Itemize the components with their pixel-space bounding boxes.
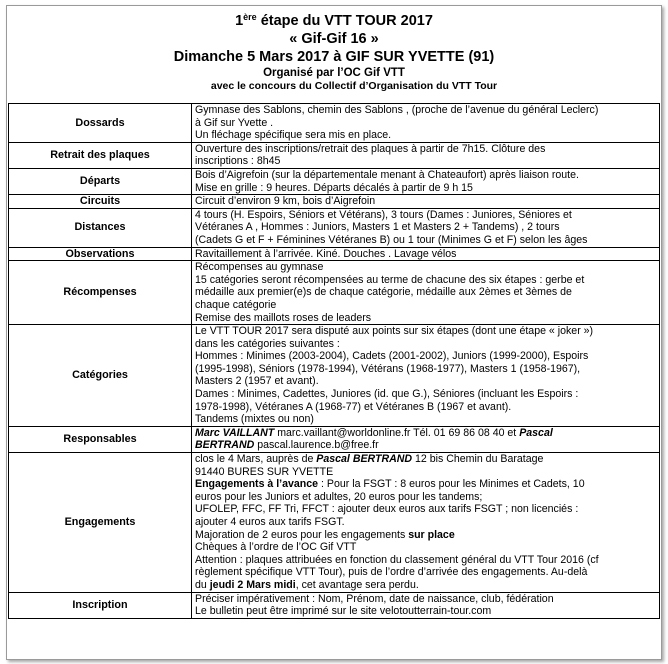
row-label: Récompenses	[9, 261, 192, 325]
contact-name: Pascal	[519, 426, 553, 439]
row-content: 4 tours (H. Espoirs, Séniors et Vétérans), 3 tours (Dames : Juniores, Séniores et Vétéranes A , Hommes : Juniors, Masters 1 et Masters 2 + Tandems) , 2 tours (Cadets G et F + Féminines Vétéranes B) ou 1 tour (Minimes G et F) selon les âges	[192, 208, 660, 247]
row-label: Départs	[9, 168, 192, 194]
row-label: Observations	[9, 247, 192, 261]
document-header	[7, 6, 661, 96]
row-categories	[9, 325, 660, 427]
row-content: Circuit d’environ 9 km, bois d’Aigrefoin	[192, 195, 660, 209]
row-label: Responsables	[9, 426, 192, 452]
row-inscription	[9, 592, 660, 618]
row-label: Inscription	[9, 592, 192, 618]
row-content: Gymnase des Sablons, chemin des Sablons , (proche de l’avenue du général Leclerc) à Gif sur Yvette . Un fléchage spécifique sera mis en place.	[192, 104, 660, 143]
row-content: Le VTT TOUR 2017 sera disputé aux points sur six étapes (dont une étape « joker ») dans les catégories suivantes : Hommes : Minimes (2003-2004), Cadets (2001-2002), Juniors (1999-2000), Espoirs (1995-1998), Séniors (1978-1994), Vétérans (1968-1977), Masters 1 (1958-1967), Masters 2 (1957 et avant). Dames : Minimes, Cadettes, Juniores (id. que G.), Séniores (incluant les Espoirs : 1978-1998), Vétéranes A (1968-77) et Vétéranes B (1967 et avant). Tandems (mixtes ou non)	[192, 325, 660, 427]
row-responsables	[9, 426, 660, 452]
row-content	[192, 426, 660, 452]
row-label: Circuits	[9, 195, 192, 209]
contact-email: pascal.laurence.b@free.fr	[254, 439, 379, 452]
row-circuits	[9, 195, 660, 209]
event-subtitle: « Gif-Gif 16 »	[289, 31, 379, 47]
event-organizer: Organisé par l’OC Gif VTT	[263, 67, 405, 79]
row-content: Ouverture des inscriptions/retrait des plaques à partir de 7h15. Clôture des inscriptions : 8h45	[192, 142, 660, 168]
row-dossards	[9, 104, 660, 143]
row-distances	[9, 208, 660, 247]
row-label: Dossards	[9, 104, 192, 143]
document-frame	[6, 5, 662, 660]
event-collective: avec le concours du Collectif d’Organisation du VTT Tour	[210, 80, 498, 92]
row-departs	[9, 168, 660, 194]
row-label: Catégories	[9, 325, 192, 427]
contact-email-phone: marc.vaillant@worldonline.fr Tél. 01 69 86 08 40 et	[274, 426, 520, 439]
row-content: Récompenses au gymnase 15 catégories seront récompensées au terme de chacune des six étapes : gerbe et médaille aux premier(e)s de chaque catégorie, médaille aux 2èmes et 3èmes de chaque catégorie Remise des maillots roses de leaders	[192, 261, 660, 325]
contact-name: BERTRAND	[195, 439, 255, 452]
event-title: 1ère étape du VTT TOUR 2017	[235, 12, 433, 29]
row-engagements	[9, 453, 660, 593]
event-date-location: Dimanche 5 Mars 2017 à GIF SUR YVETTE (91)	[173, 49, 495, 65]
row-content: clos le 4 Mars, auprès de Pascal BERTRAND 12 bis Chemin du Baratage 91440 BURES SUR YVETTE Engagements à l’avance : Pour la FSGT : 8 euros pour les Minimes et Cadets, 10 euros pour les Juniors et adultes, 20 euros pour les tandems; UFOLEP, FFC, FF Tri, FFCT : ajouter deux euros aux tarifs FSGT ; non licenciés : ajouter 4 euros aux tarifs FSGT. Majoration de 2 euros pour les engagements sur place Chèques à l’ordre de l’OC Gif VTT Attention : plaques attribuées en fonction du classement général du VTT Tour 2016 (cf règlement spécifique VTT Tour), puis de l’ordre d’arrivée des engagements. Au-delà du jeudi 2 Mars midi, cet avantage sera perdu.	[192, 453, 660, 593]
contact-name: Marc VAILLANT	[195, 426, 275, 439]
row-observations	[9, 247, 660, 261]
contact-name: Pascal BERTRAND	[316, 453, 413, 466]
row-label: Retrait des plaques	[9, 142, 192, 168]
row-content: Préciser impérativement : Nom, Prénom, date de naissance, club, fédération Le bulletin peut être imprimé sur le site velotoutterrain-tour.com	[192, 592, 660, 618]
row-retrait	[9, 142, 660, 168]
row-content: Ravitaillement à l’arrivée. Kiné. Douches . Lavage vélos	[192, 247, 660, 261]
event-info-table	[8, 103, 660, 619]
row-label: Engagements	[9, 453, 192, 593]
row-content: Bois d’Aigrefoin (sur la départementale menant à Chateaufort) après liaison route. Mise en grille : 9 heures. Départs décalés à partir de 9 h 15	[192, 168, 660, 194]
row-label: Distances	[9, 208, 192, 247]
row-recompenses	[9, 261, 660, 325]
